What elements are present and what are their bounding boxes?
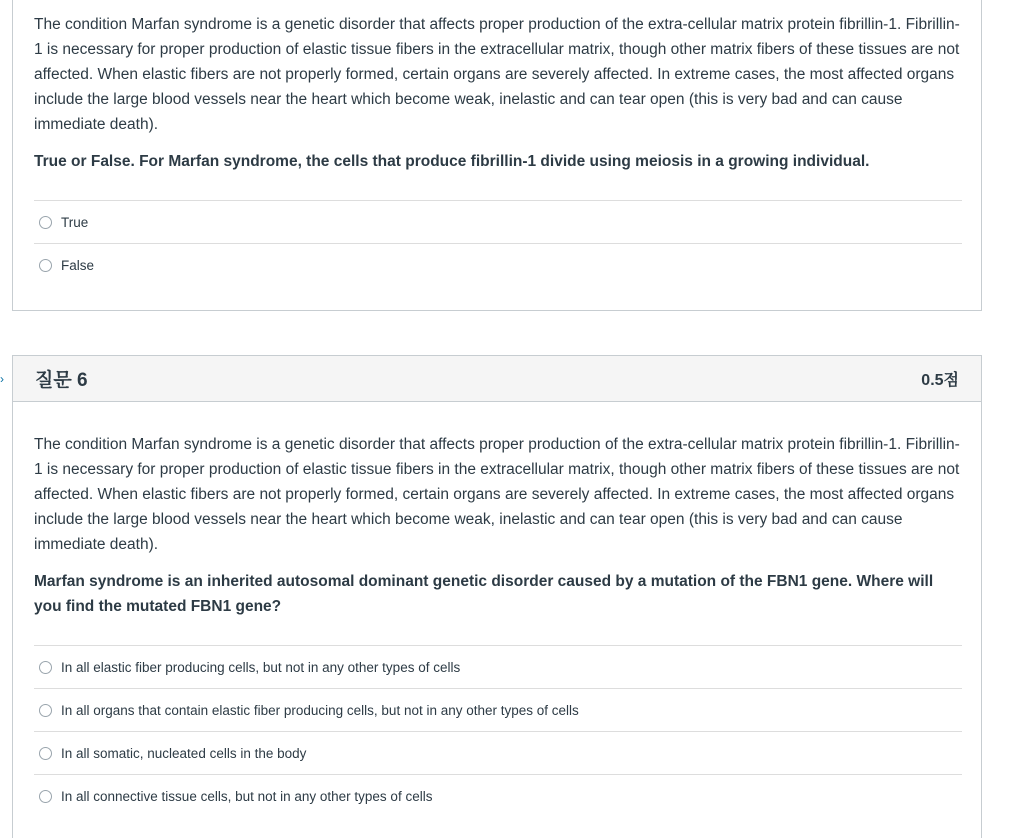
chevron-right-icon[interactable]: › <box>0 372 4 386</box>
question-header <box>13 356 981 402</box>
question-passage: The condition Marfan syndrome is a genetic disorder that affects proper production of the extra-cellular matrix protein fibrillin-1. Fibrillin-1 is necessary for proper production of elastic tissue fibers in the extracellular matrix, though other matrix fibers of these tissues are not affected. When elastic fibers are not properly formed, certain organs are severely affected. In extreme cases, the most affected organs include the large blood vessels near the heart which become weak, inelastic and can tear open (this is very bad and can cause immediate death). <box>34 16 960 133</box>
answer-label[interactable]: In all organs that contain elastic fiber producing cells, but not in any other types of cells <box>61 702 579 718</box>
answer-list <box>34 645 962 818</box>
question-5 <box>12 0 982 311</box>
question-6 <box>12 355 982 838</box>
answer-label[interactable]: In all connective tissue cells, but not in any other types of cells <box>61 789 433 804</box>
answer-option-4[interactable] <box>34 775 962 818</box>
question-body <box>13 0 981 287</box>
radio-button[interactable] <box>39 259 52 272</box>
question-prompt: Marfan syndrome is an inherited autosomal dominant genetic disorder caused by a mutation of the FBN1 gene. Where will you find the mutated FBN1 gene? <box>34 573 934 615</box>
radio-button[interactable] <box>39 790 52 803</box>
radio-button[interactable] <box>39 661 52 674</box>
answer-list <box>34 200 962 287</box>
radio-button[interactable] <box>39 704 52 717</box>
answer-option-true[interactable] <box>34 201 962 244</box>
answer-option-1[interactable] <box>34 646 962 689</box>
answer-label[interactable]: In all somatic, nucleated cells in the body <box>61 745 307 761</box>
question-title: 질문 6 <box>35 370 88 391</box>
radio-button[interactable] <box>39 216 52 229</box>
answer-label[interactable]: In all elastic fiber producing cells, but not in any other types of cells <box>61 659 461 675</box>
answer-label[interactable]: True <box>61 214 89 230</box>
question-passage: The condition Marfan syndrome is a genetic disorder that affects proper production of the extra-cellular matrix protein fibrillin-1. Fibrillin-1 is necessary for proper production of elastic tissue fibers in the extracellular matrix, though other matrix fibers of these tissues are not affected. When elastic fibers are not properly formed, certain organs are severely affected. In extreme cases, the most affected organs include the large blood vessels near the heart which become weak, inelastic and can tear open (this is very bad and can cause immediate death). <box>34 436 960 553</box>
question-body <box>13 402 981 818</box>
question-points: 0.5점 <box>921 372 959 389</box>
question-prompt: True or False. For Marfan syndrome, the cells that produce fibrillin-1 divide using meiosis in a growing individual. <box>34 153 870 170</box>
answer-option-2[interactable] <box>34 689 962 732</box>
answer-option-3[interactable] <box>34 732 962 775</box>
answer-option-false[interactable] <box>34 244 962 287</box>
answer-label[interactable]: False <box>61 258 95 273</box>
radio-button[interactable] <box>39 747 52 760</box>
